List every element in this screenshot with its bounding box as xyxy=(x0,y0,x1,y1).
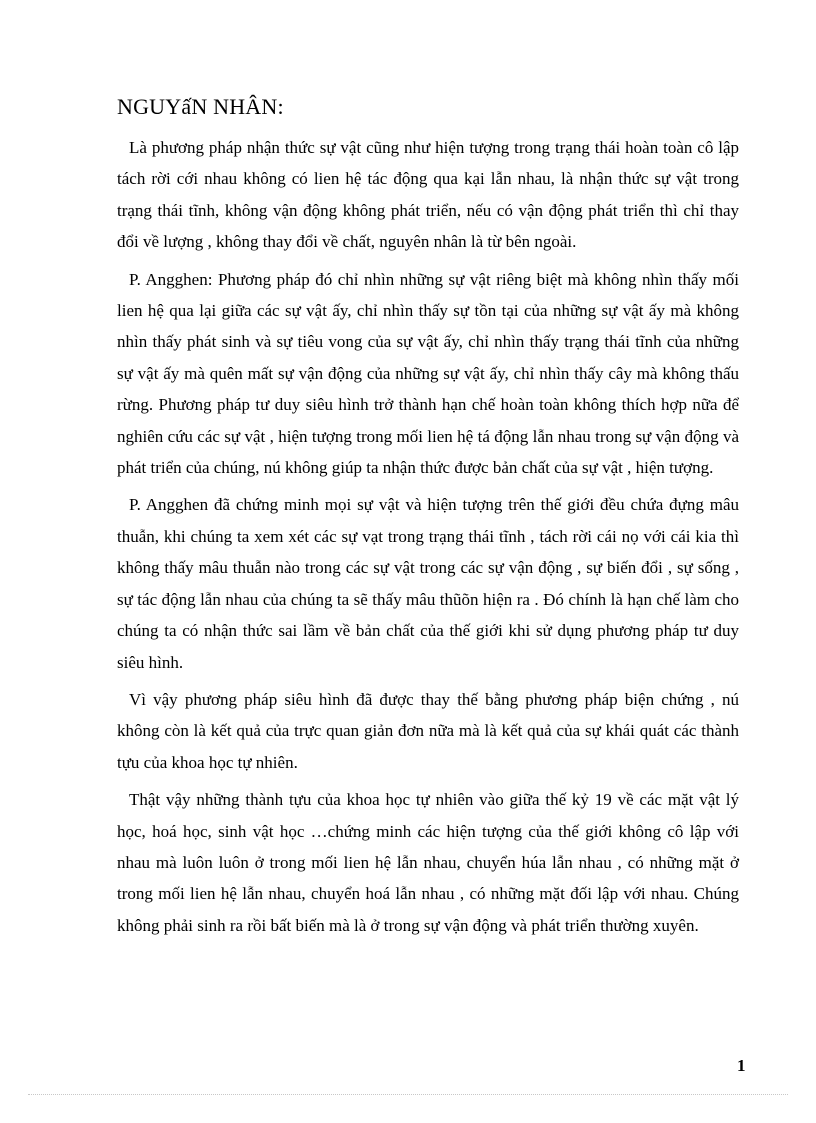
section-heading: NGUYấN NHÂN: xyxy=(117,94,284,119)
body-text xyxy=(117,132,739,947)
paragraph: Là phương pháp nhận thức sự vật cũng như hiện tượng trong trạng thái hoàn toàn cô lập tách rời cới nhau không có lien hệ tác động qua kại lẫn nhau, là nhận thức sự vật trong trạng thái tĩnh, không vận động không phát triển, nếu có vận động phát triển thì chỉ thay đổi về lượng , không thay đổi về chất, nguyên nhân là từ bên ngoài. xyxy=(117,138,739,252)
footer-divider xyxy=(28,1094,788,1095)
paragraph: P. Angghen đã chứng minh mọi sự vật và hiện tượng trên thế giới đều chứa đựng mâu thuẫn, khi chúng ta xem xét các sự vạt trong trạng thái tĩnh , tách rời cái nọ với cái kia thì không thấy mâu thuẫn nào trong các sự vật trong các sự vận động , sự biến đổi , sự sống , sự tác động lẫn nhau của chúng ta sẽ thấy mâu thũõn hiện ra . Đó chính là hạn chế làm cho chúng ta có nhận thức sai lầm về bản chất của thế giới khi sử dụng phương pháp tư duy siêu hình. xyxy=(117,495,739,672)
page-number: 1 xyxy=(737,1056,746,1075)
paragraph: Thật vậy những thành tựu của khoa học tự nhiên vào giữa thế kỷ 19 về các mặt vật lý học, hoá học, sinh vật học …chứng minh các hiện tượng của thế giới không cô lập với nhau mà luôn luôn ở trong mối lien hệ lẫn nhau, chuyển húa lẫn nhau , có những mặt ở trong mối lien hệ lẫn nhau, chuyển hoá lẫn nhau , có những mặt đối lập với nhau. Chúng không phải sinh ra rồi bất biến mà là ở trong sự vận động và phát triển thường xuyên. xyxy=(117,790,739,935)
paragraph: P. Angghen: Phương pháp đó chỉ nhìn những sự vật riêng biệt mà không nhìn thấy mối lien hệ qua lại giữa các sự vật ấy, chỉ nhìn thấy sự tồn tại của những sự vật ấy mà không nhìn thấy phát sinh và sự tiêu vong của sự vật ấy, chỉ nhìn thấy trạng thái tĩnh của những sự vật ấy mà quên mất sự vận động của những sự vật ấy, chỉ nhìn thấy cây mà không thấu rừng. Phương pháp tư duy siêu hình trở thành hạn chế hoàn toàn không thích hợp nữa để nghiên cứu các sự vật , hiện tượng trong mối lien hệ tá động lẫn nhau trong sự vận động và phát triển của chúng, nú không giúp ta nhận thức được bản chất của sự vật , hiện tượng. xyxy=(117,269,739,478)
paragraph: Vì vậy phương pháp siêu hình đã được thay thế bằng phương pháp biện chứng , nú không còn là kết quả của trực quan giản đơn nữa mà là kết quả của sự khái quát các thành tựu của khoa học tự nhiên. xyxy=(117,689,739,772)
